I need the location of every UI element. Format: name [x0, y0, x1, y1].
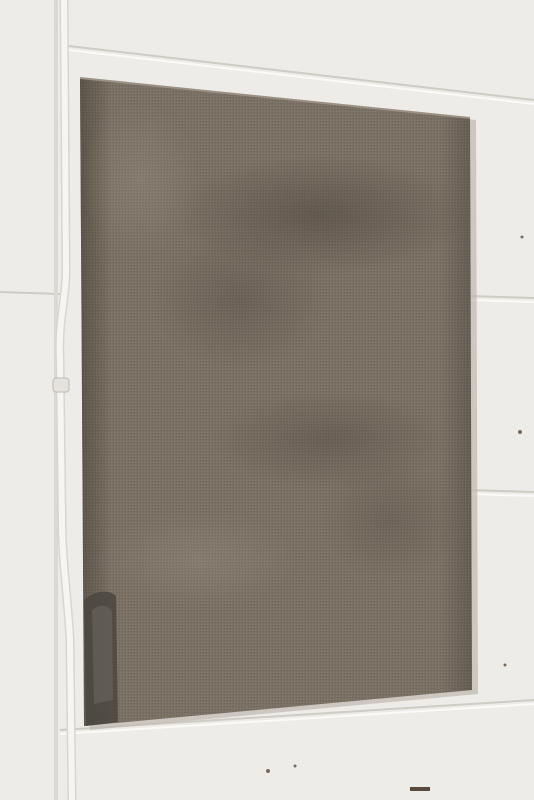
cable-clip	[53, 378, 69, 392]
canvas-panel	[80, 78, 472, 726]
